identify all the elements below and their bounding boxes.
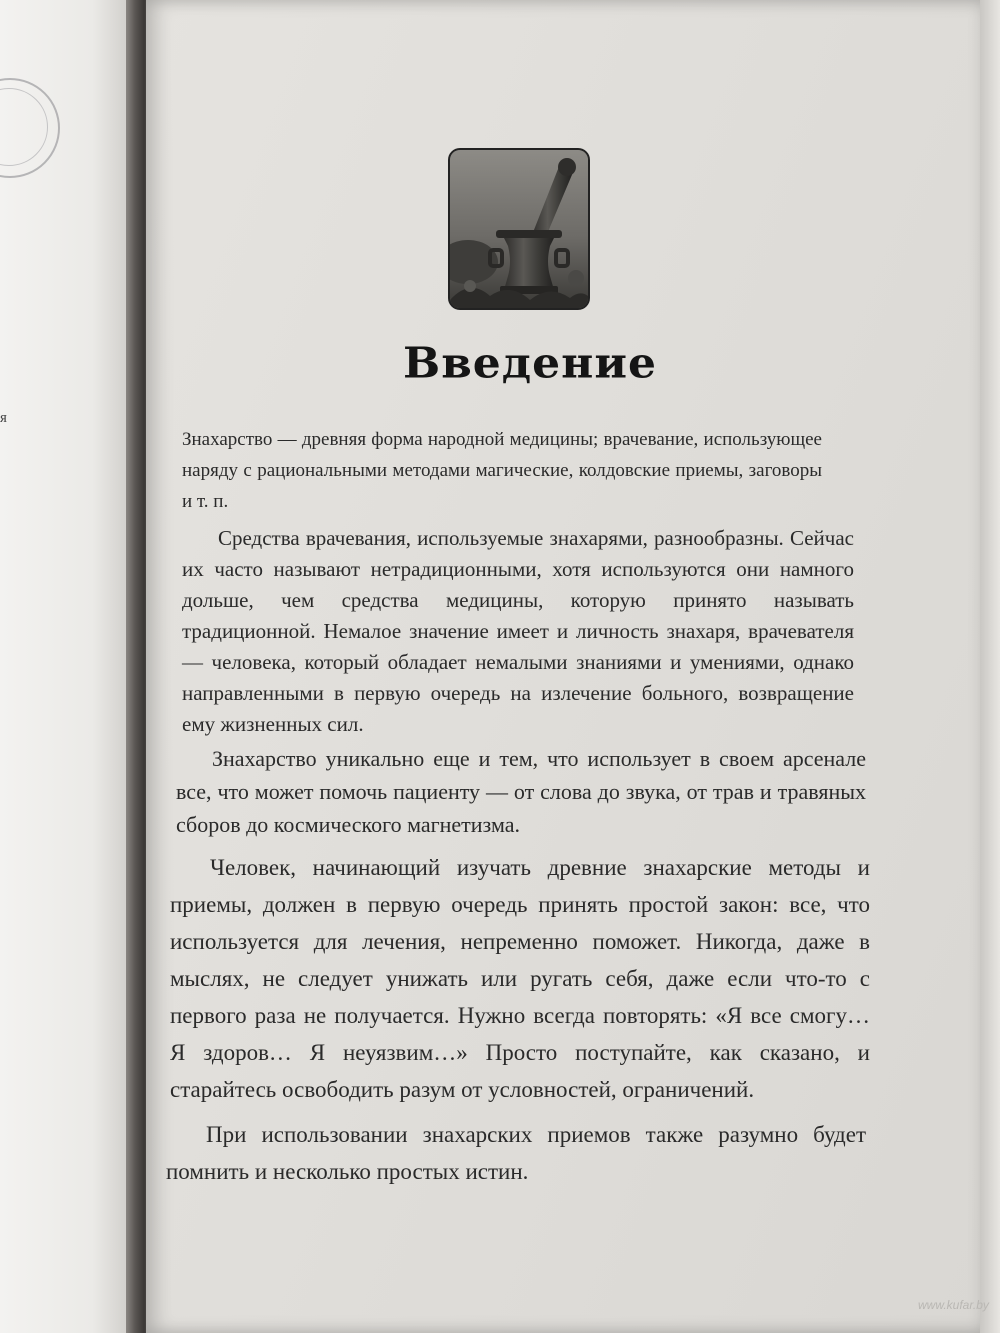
paragraph: Знахарство уникально еще и тем, что использует в своем арсенале все, что может помочь пациенту — от слова до звука, от трав и травяных сборов до космического магнетизма. xyxy=(176,746,866,837)
watermark: www.kufar.by xyxy=(918,1298,989,1312)
paragraph: Знахарство — древняя форма народной медицины; врачевание, использующее наряду с рациональными методами магические, колдовские приемы, заговоры и т. п. xyxy=(182,429,822,512)
paragraph: Средства врачевания, используемые знахарями, разнообразны. Сейчас их часто называют нетрадиционными, хотя используются они намного дольше, чем средства медицины, которую принято называть традиционной. Немалое значение имеет и личность знахаря, врачевателя — человека, который обладает немалыми знаниями и умениями, однако направленными в первую очередь на излечение больного, возвращение ему жизненных сил. xyxy=(182,526,854,736)
paragraph: При использовании знахарских приемов также разумно будет помнить и несколько простых истин. xyxy=(166,1122,866,1184)
chapter-title: Введение xyxy=(403,339,657,388)
left-page-edge-text: я xyxy=(0,410,7,426)
chapter-body xyxy=(166,424,878,1190)
stamp-seal-icon xyxy=(0,78,60,178)
paragraph: Человек, начинающий изучать древние знахарские методы и приемы, должен в первую очередь принять простой закон: все, что используется для лечения, непременно поможет. Никогда, даже в мыслях, не следует унижать или ругать себя, даже если что-то с первого раза не получается. Нужно всегда повторять: «Я все смогу… Я здоров… Я неуязвим…» Просто поступайте, как сказано, и старайтесь освободить разум от условностей, ограничений. xyxy=(170,855,870,1102)
mortar-and-pestle-icon xyxy=(448,148,590,310)
page-edge-shadow xyxy=(980,0,1000,1333)
left-page xyxy=(0,0,132,1333)
